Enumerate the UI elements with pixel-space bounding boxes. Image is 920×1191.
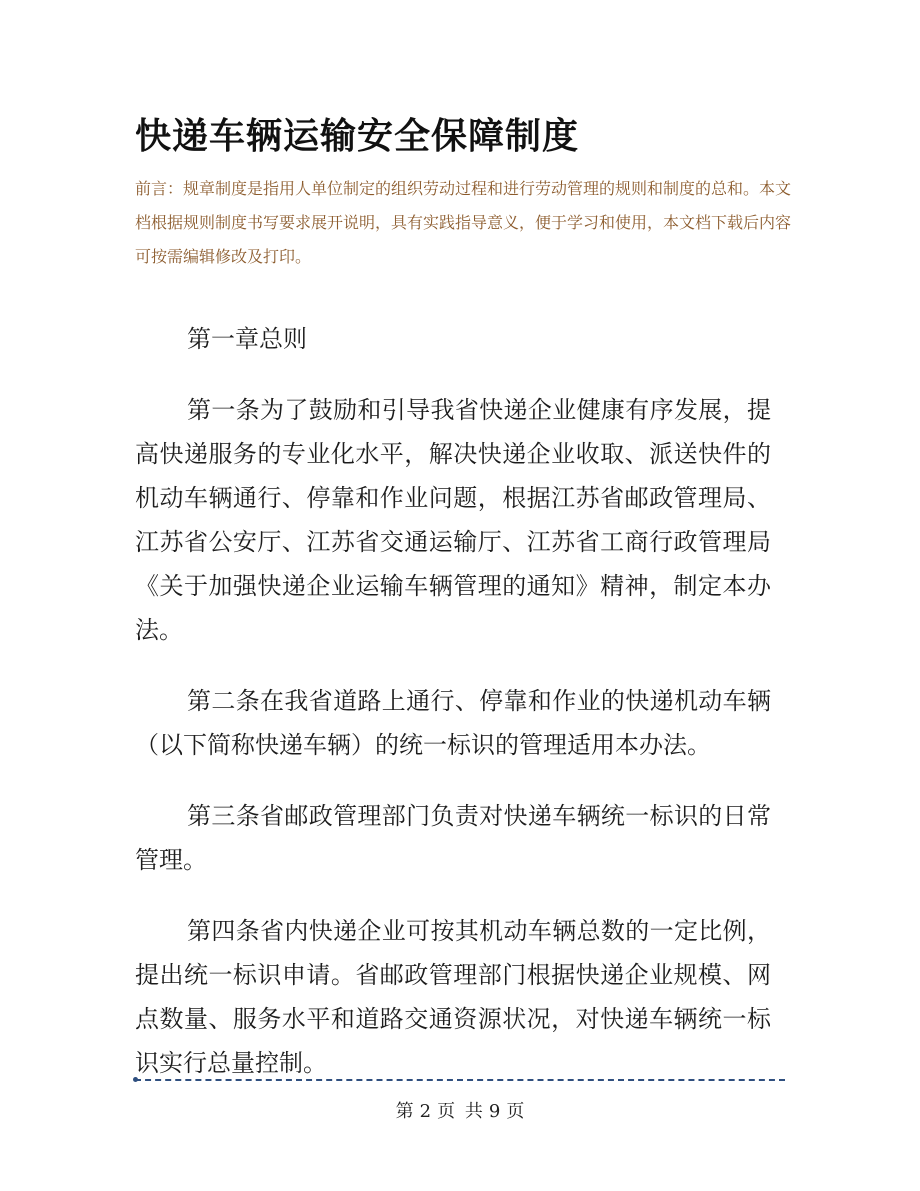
footer-prefix: 第 (395, 1101, 414, 1122)
chapter-heading: 第一章总则 (187, 325, 307, 353)
total-pages-number: 9 (488, 1101, 501, 1122)
article-1: 第一条为了鼓励和引导我省快递企业健康有序发展，提高快递服务的专业化水平，解决快递企业收取、派送快件的机动车辆通行、停靠和作业问题，根据江苏省邮政管理局、江苏省公安厅、江苏省交通运输厅、江苏省工商行政管理局《关于加强快递企业运输车辆管理的通知》精神，制定本办法。 (135, 396, 771, 644)
article-3: 第三条省邮政管理部门负责对快递车辆统一标识的日常管理。 (135, 802, 771, 874)
footer-middle: 页 共 (437, 1101, 483, 1122)
article-2: 第二条在我省道路上通行、停靠和作业的快递机动车辆（以下简称快递车辆）的统一标识的管理适用本办法。 (135, 687, 771, 759)
article-4: 第四条省内快递企业可按其机动车辆总数的一定比例，提出统一标识申请。省邮政管理部门根据快递企业规模、网点数量、服务水平和道路交通资源状况，对快递车辆统一标识实行总量控制。 (135, 917, 771, 1077)
document-title: 快递车辆运输安全保障制度 (135, 116, 580, 157)
page-number-footer (0, 1097, 920, 1123)
current-page-number: 2 (419, 1101, 432, 1122)
preface-text: 前言：规章制度是指用人单位制定的组织劳动过程和进行劳动管理的规则和制度的总和。本文档根据规则制度书写要求展开说明，具有实践指导意义，便于学习和使用，本文档下载后内容可按需编辑修改及打印。 (135, 179, 792, 266)
footer-suffix: 页 (506, 1101, 525, 1122)
document-body (135, 317, 771, 1112)
footer-divider (135, 1079, 785, 1081)
